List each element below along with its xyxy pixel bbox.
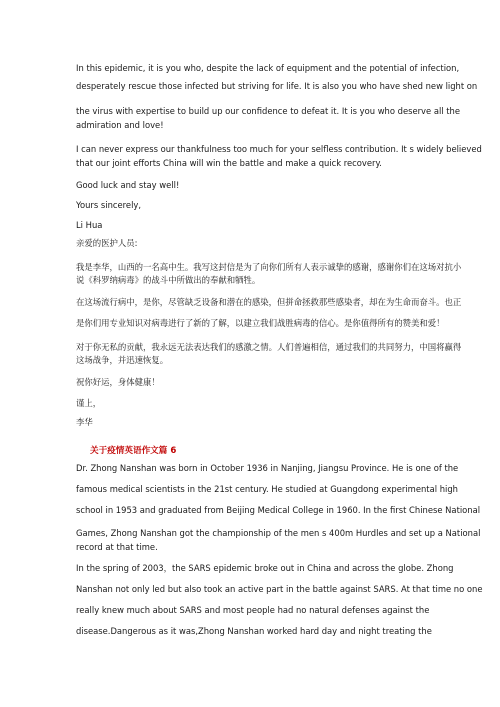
letter-cn-line: 这场战争，并迅速恢复。 [76, 355, 169, 365]
letter-en-line: admiration and love! [76, 120, 164, 130]
essay-line: school in 1953 and graduated from Beijing Medical College in 1960. In the first Chinese National [76, 505, 481, 515]
essay-line: Dr. Zhong Nanshan was born in October 1936 in Nanjing, Jiangsu Province. He is one of the [76, 463, 459, 473]
letter-en-line: the virus with expertise to build up our confidence to defeat it. It is you who deserve all the [76, 106, 461, 116]
essay-line: In the spring of 2003，the SARS epidemic broke out in China and across the globe. Zhong [76, 563, 454, 573]
letter-cn-closing: 祝你好运，身体健康！ [76, 377, 160, 387]
letter-cn-signature: 李华 [76, 417, 93, 427]
essay-line: really knew much about SARS and most people had no natural defenses against the [76, 605, 430, 615]
essay-line: Games, Zhong Nanshan got the championship of the men s 400m Hurdles and set up a National [76, 528, 481, 538]
essay-line: disease.Dangerous as it was,Zhong Nanshan worked hard day and night treating the [76, 626, 432, 636]
essay-line: famous medical scientists in the 21st century. He studied at Guangdong experimental high [76, 484, 458, 494]
letter-en-closing: Good luck and stay well! [76, 180, 180, 190]
letter-cn-salutation: 亲爱的医护人员: [76, 238, 138, 248]
section-title: 关于疫情英语作文篇 6 [90, 446, 177, 456]
letter-en-signature: Li Hua [76, 220, 103, 230]
letter-cn-closing: 谨上， [76, 398, 102, 408]
letter-cn-line: 在这场流行病中，是你，尽管缺乏设备和潜在的感染，但拼命拯救那些感染者，却在为生命而奋斗。也正 [76, 297, 462, 307]
essay-line: Nanshan not only led but also took an active part in the battle against SARS. At that time no one [76, 584, 483, 594]
essay-line: record at that time. [76, 542, 158, 552]
letter-cn-line: 我是李华，山西的一名高中生。我写这封信是为了向你们所有人表示诚挚的感谢，感谢你们在这场对抗小 [76, 262, 462, 272]
letter-en-line: I can never express our thankfulness too much for your selfless contribution. It s widely believed [76, 144, 482, 154]
letter-en-line: In this epidemic, it is you who, despite the lack of equipment and the potential of infection, [76, 63, 460, 73]
letter-en-closing: Yours sincerely, [76, 200, 142, 210]
letter-en-line: desperately rescue those infected but striving for life. It is also you who have shed new light on [76, 81, 478, 91]
letter-en-line: that our joint efforts China will win the battle and make a quick recovery. [76, 158, 382, 168]
letter-cn-line: 说《科罗纳病毒》的战斗中所做出的奉献和牺牲。 [76, 275, 261, 285]
letter-cn-line: 是你们用专业知识对病毒进行了新的了解，以建立我们战胜病毒的信心。是你值得所有的赞美和爱！ [76, 318, 445, 328]
letter-cn-line: 对于你无私的贡献，我永远无法表达我们的感激之情。人们普遍相信，通过我们的共同努力，中国将赢得 [76, 342, 462, 352]
